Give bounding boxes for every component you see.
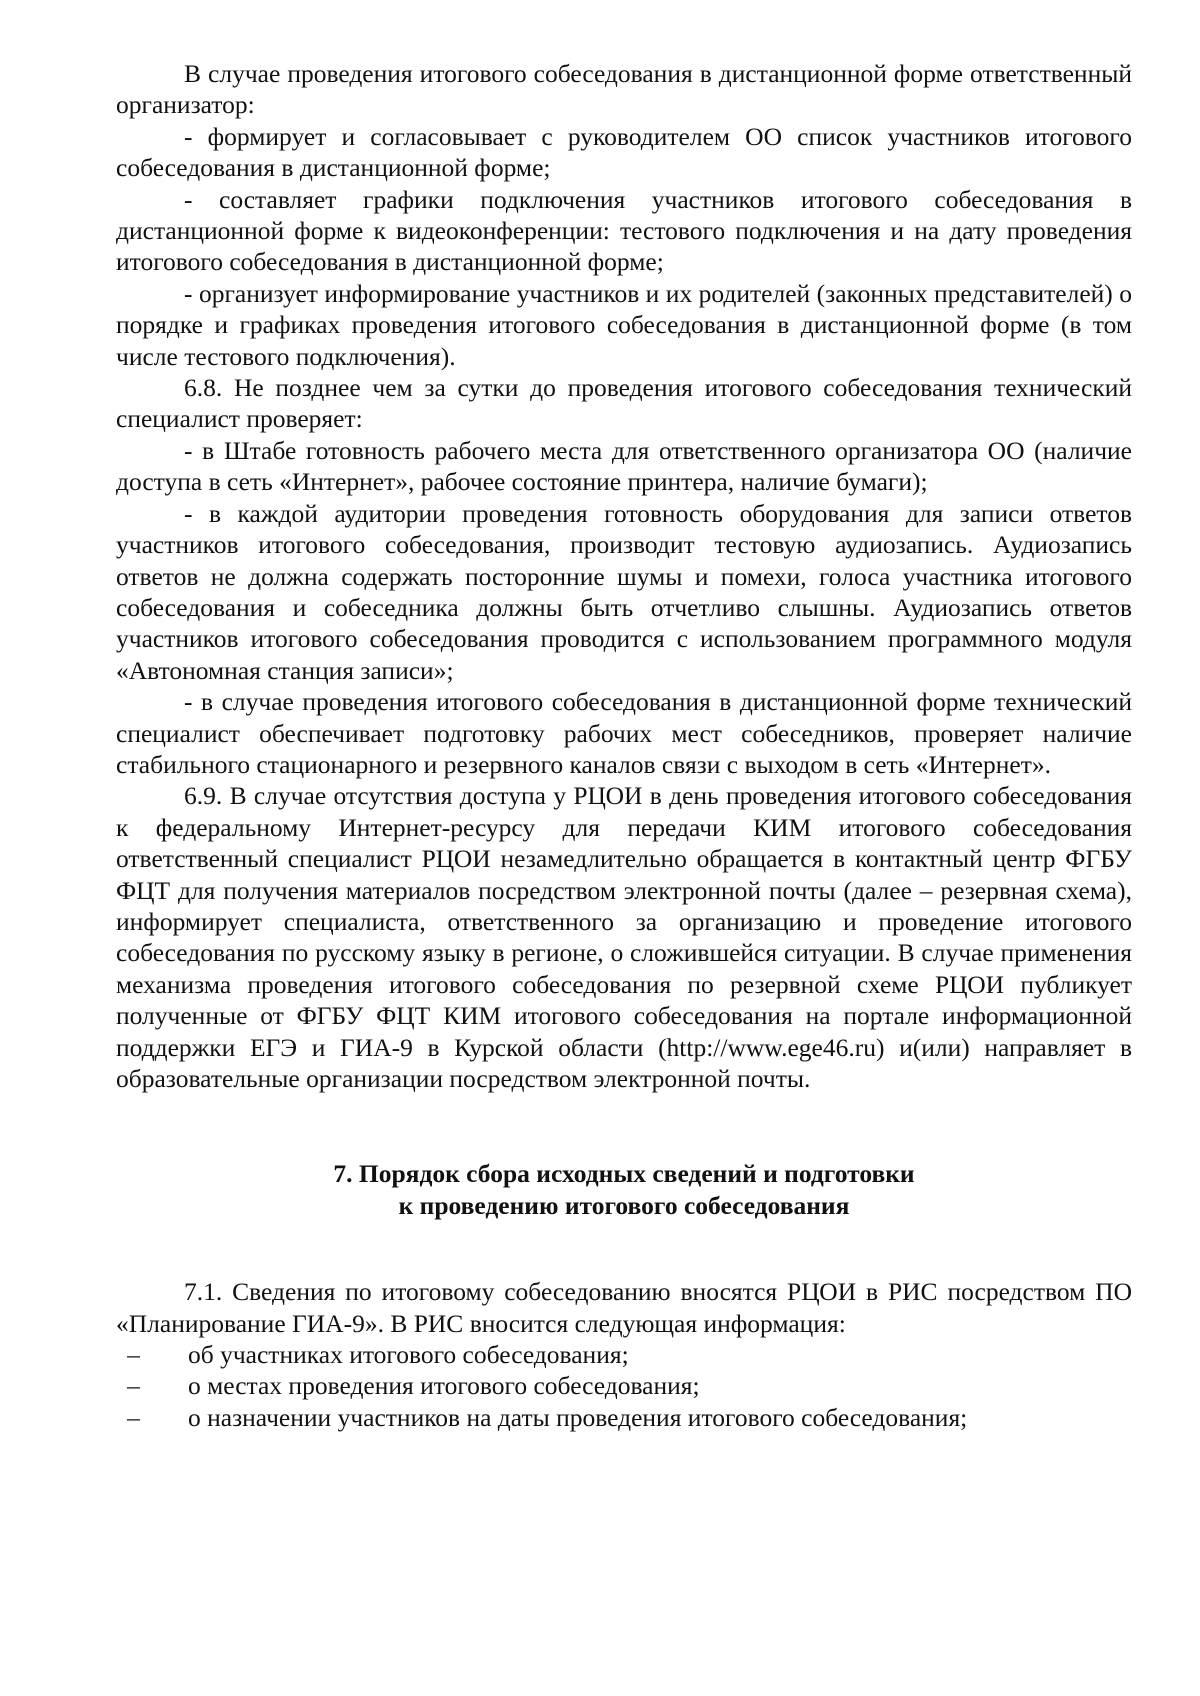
ris-info-list	[116, 1339, 1132, 1433]
list-item-text: о назначении участников на даты проведения итогового собеседования;	[188, 1402, 968, 1432]
section-7-heading	[116, 1158, 1132, 1221]
list-item-text: об участниках итогового собеседования;	[188, 1340, 629, 1370]
paragraph-room-equipment-check: - в каждой аудитории проведения готовность оборудования для записи ответов участников итогового собеседования, производит тестовую аудиозапись. Аудиозапись ответов не должна содержать посторонние шумы и помехи, голоса участника итогового собеседования и собеседника должны быть отчетливо слышны. Аудиозапись ответов участников итогового собеседования проводится с использованием программного модуля «Автономная станция записи»;	[116, 498, 1132, 685]
paragraph-remote-organizer-intro: В случае проведения итогового собеседования в дистанционной форме ответственный организатор:	[116, 59, 1132, 120]
paragraph-6-8: 6.8. Не позднее чем за сутки до проведения итогового собеседования технический специалист проверяет:	[116, 373, 1132, 434]
section-7-heading-line-2: к проведению итогового собеседования	[398, 1190, 850, 1220]
paragraph-headquarters-check: - в Штабе готовность рабочего места для ответственного организатора ОО (наличие доступа в сеть «Интернет», рабочее состояние принтера, наличие бумаги);	[116, 435, 1132, 497]
dash-marker: –	[127, 1402, 140, 1432]
paragraph-participant-list: - формирует и согласовывает с руководителем ОО список участников итогового собеседования в дистанционной форме;	[116, 121, 1132, 183]
paragraph-connection-schedule: - составляет графики подключения участников итогового собеседования в дистанционной форме к видеоконференции: тестового подключения и на дату проведения итогового собеседования в дистанционной форме;	[116, 184, 1132, 277]
paragraph-7-1: 7.1. Сведения по итоговому собеседованию вносятся РЦОИ в РИС посредством ПО «Планирование ГИА-9». В РИС вносится следующая информация:	[116, 1277, 1132, 1338]
list-item	[116, 1370, 1132, 1401]
list-item	[116, 1402, 1132, 1433]
paragraph-6-9: 6.9. В случае отсутствия доступа у РЦОИ в день проведения итогового собеседования к федеральному Интернет-ресурсу для передачи КИМ итогового собеседования ответственный специалист РЦОИ незамедлительно обращается в контактный центр ФГБУ ФЦТ для получения материалов посредством электронной почты (далее – резервная схема), информирует специалиста, ответственного за организацию и проведение итогового собеседования по русскому языку в регионе, о сложившейся ситуации. В случае применения механизма проведения итогового собеседования по резервной схеме РЦОИ публикует полученные от ФГБУ ФЦТ КИМ итогового собеседования на портале информационной поддержки ЕГЭ и ГИА-9 в Курской области (http://www.ege46.ru) и(или) направляет в образовательные организации посредством электронной почты.	[116, 781, 1132, 1093]
dash-marker: –	[127, 1371, 140, 1401]
dash-marker: –	[127, 1340, 140, 1370]
document-page	[116, 58, 1132, 1433]
list-item-text: о местах проведения итогового собеседования;	[188, 1371, 700, 1401]
list-item	[116, 1339, 1132, 1370]
section-7-heading-line-1: 7. Порядок сбора исходных сведений и подготовки	[333, 1159, 915, 1189]
paragraph-informing-parents: - организует информирование участников и их родителей (законных представителей) о порядке и графиках проведения итогового собеседования в дистанционной форме (в том числе тестового подключения).	[116, 278, 1132, 371]
paragraph-remote-tech-specialist: - в случае проведения итогового собеседования в дистанционной форме технический специалист обеспечивает подготовку рабочих мест собеседников, проверяет наличие стабильного стационарного и резервного каналов связи с выходом в сеть «Интернет».	[116, 687, 1132, 779]
